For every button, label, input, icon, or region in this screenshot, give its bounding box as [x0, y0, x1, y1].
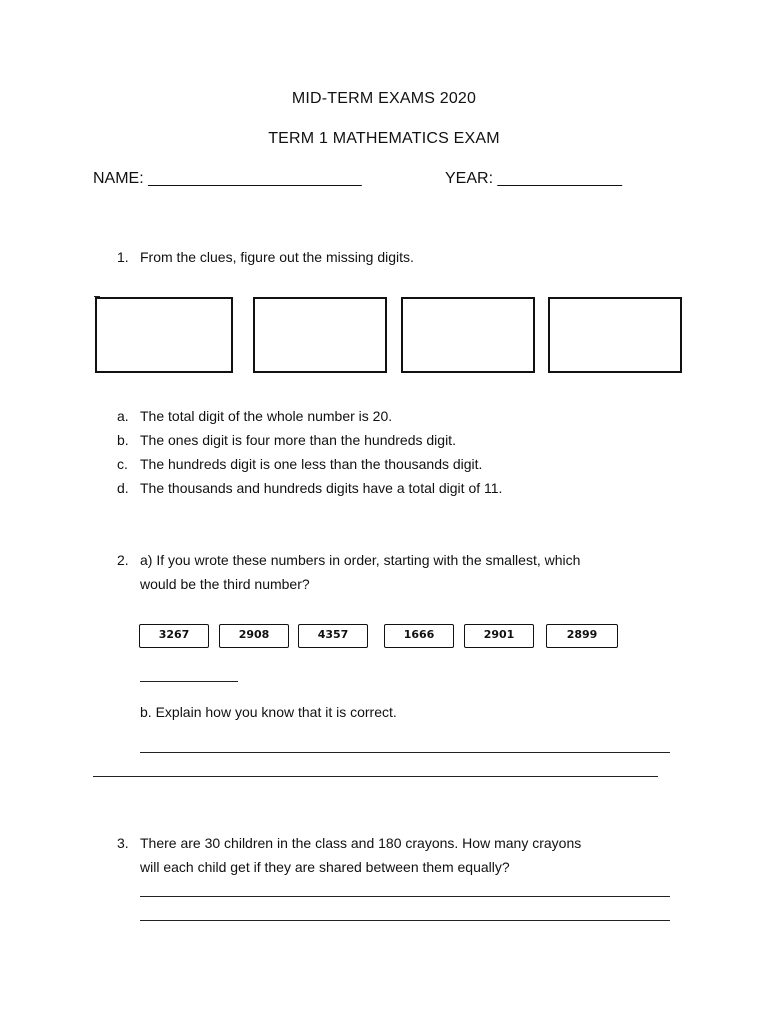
number-card: 2908 [219, 624, 289, 648]
question-1-number: 1. [117, 249, 129, 265]
number-card: 4357 [298, 624, 368, 648]
question-2a-line-1: a) If you wrote these numbers in order, starting with the smallest, which [140, 552, 581, 568]
question-3-line-2: will each child get if they are shared between them equally? [140, 859, 510, 875]
answer-line-2a[interactable] [140, 681, 238, 682]
number-card: 1666 [384, 624, 454, 648]
question-3-line-1: There are 30 children in the class and 180 crayons. How many crayons [140, 835, 582, 851]
clue-c-text: The hundreds digit is one less than the thousands digit. [140, 456, 483, 472]
answer-line-3-2[interactable] [140, 920, 670, 921]
digit-box-tens[interactable] [401, 297, 535, 373]
number-card: 2899 [546, 624, 618, 648]
name-field-label: NAME: ________________________ [93, 170, 362, 187]
clue-b-text: The ones digit is four more than the hundreds digit. [140, 432, 456, 448]
clue-c-marker: c. [117, 456, 128, 472]
question-2b-text: b. Explain how you know that it is correct. [140, 704, 397, 720]
digit-box-thousands[interactable] [95, 297, 233, 373]
clue-b-marker: b. [117, 432, 129, 448]
number-card: 3267 [139, 624, 209, 648]
answer-line-3-1[interactable] [140, 896, 670, 897]
clue-a-text: The total digit of the whole number is 20. [140, 408, 393, 424]
year-field-label: YEAR: ______________ [445, 170, 623, 187]
clue-d-marker: d. [117, 480, 129, 496]
clue-a-marker: a. [117, 408, 129, 424]
digit-box-ones[interactable] [548, 297, 682, 373]
exam-subtitle: TERM 1 MATHEMATICS EXAM [268, 130, 500, 147]
digit-box-hundreds[interactable] [253, 297, 387, 373]
question-2a-line-2: would be the third number? [140, 576, 310, 592]
exam-title: MID-TERM EXAMS 2020 [291, 90, 477, 107]
answer-line-2b-1[interactable] [140, 752, 670, 753]
clue-d-text: The thousands and hundreds digits have a total digit of 11. [140, 480, 503, 496]
question-2-number: 2. [117, 552, 129, 568]
number-card: 2901 [464, 624, 534, 648]
answer-line-2b-2[interactable] [93, 776, 658, 777]
question-3-number: 3. [117, 835, 129, 851]
question-1-text: From the clues, figure out the missing digits. [140, 249, 414, 265]
